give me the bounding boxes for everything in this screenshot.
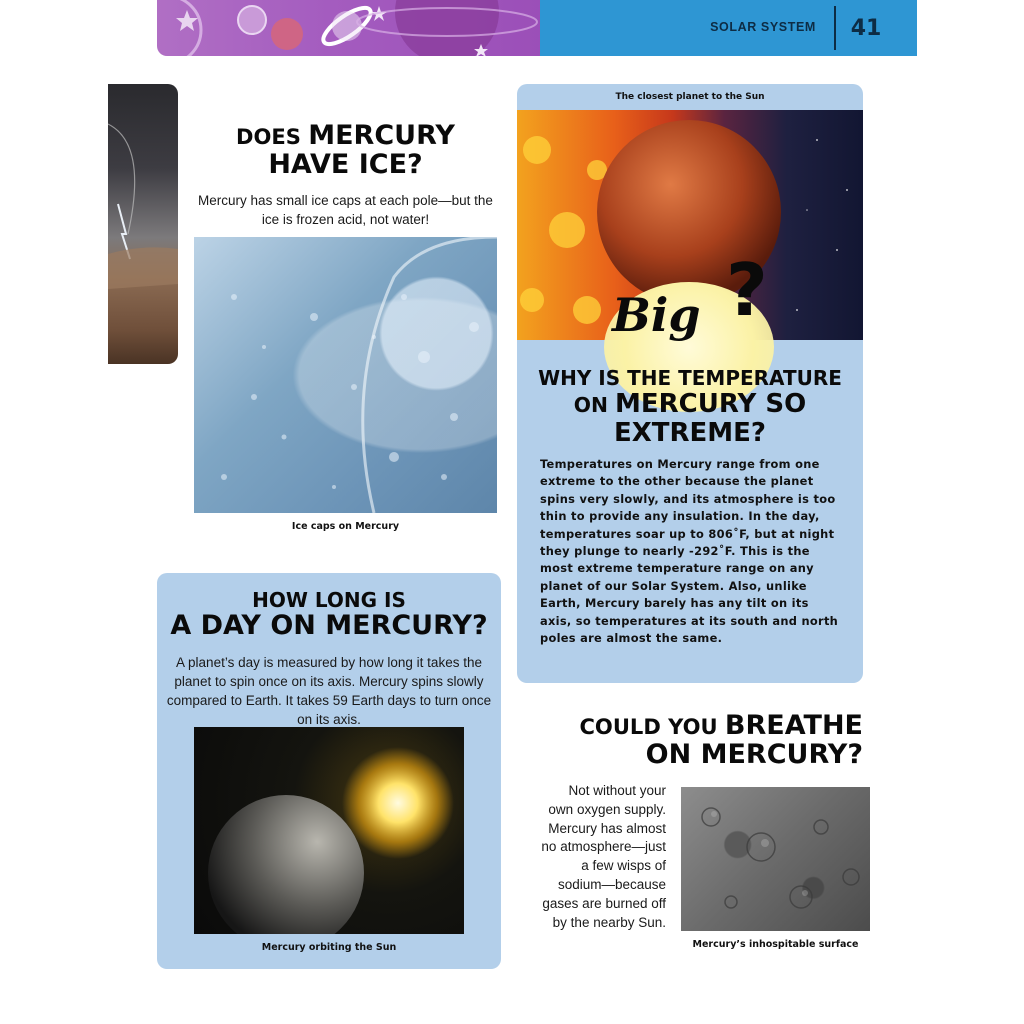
breathe-title: COULD YOU BREATHE ON MERCURY? — [579, 710, 863, 771]
big-title-line2: ON MERCURY SO — [573, 389, 807, 419]
question-mark-icon: ? — [726, 248, 768, 332]
mercury-icon — [208, 795, 364, 934]
mercury-surface-photo — [681, 787, 870, 931]
big-body: Temperatures on Mercury range from one extreme to the other because the planet spins very slowly, and its atmosphere is too thin to provide any insulation. In the day, temperatures soar up to 806˚F, but at night they plunge to nearly -292˚F. This is the most extreme temperature range on any planet of our Solar System. Also, unlike Earth, Mercury barely has any tilt on its axis, so temperatures at its south and north poles are almost the same. — [540, 457, 839, 646]
big-title-line3: EXTREME? — [613, 418, 767, 448]
page-number: 41 — [850, 16, 882, 41]
big-title-line1: WHY IS THE TEMPERATURE — [538, 366, 842, 390]
header-divider — [834, 6, 836, 50]
ice-title-small: DOES — [236, 124, 309, 149]
ice-caption: Ice caps on Mercury — [291, 521, 400, 532]
day-title-line1: HOW LONG IS — [252, 588, 406, 612]
star-icon — [176, 10, 198, 31]
planet-icon — [238, 6, 266, 34]
mercury-orbit-photo — [194, 727, 464, 934]
section-label: SOLAR SYSTEM — [710, 20, 816, 34]
planet-icon — [271, 18, 303, 50]
header-illustration — [157, 0, 540, 56]
day-body: A planet’s day is measured by how long it takes the planet to spin once on its axis. Mercury spins slowly compared to Earth. It takes 59 Earth days to turn once on its axis. — [166, 655, 492, 727]
big-badge-text: Big — [612, 288, 701, 342]
ice-caps-photo — [194, 237, 497, 513]
ice-title-line2: HAVE ICE? — [268, 149, 423, 181]
surface-caption: Mercury’s inhospitable surface — [692, 939, 859, 950]
day-caption: Mercury orbiting the Sun — [261, 942, 397, 953]
closest-planet-caption: The closest planet to the Sun — [615, 92, 765, 102]
day-title-line2: A DAY ON MERCURY? — [170, 610, 488, 641]
breathe-body: Not without your own oxygen supply. Mercury has almost no atmosphere—just a few wisps of sodium—because gases are burned off by the nearby Sun. — [541, 783, 666, 930]
ice-title — [194, 121, 497, 179]
sun-icon — [342, 747, 454, 859]
edge-photo — [108, 84, 178, 364]
space-illustration — [157, 0, 540, 56]
ice-title-big: MERCURY — [308, 120, 455, 151]
ice-body: Mercury has small ice caps at each pole—but the ice is frozen acid, not water! — [198, 193, 493, 227]
